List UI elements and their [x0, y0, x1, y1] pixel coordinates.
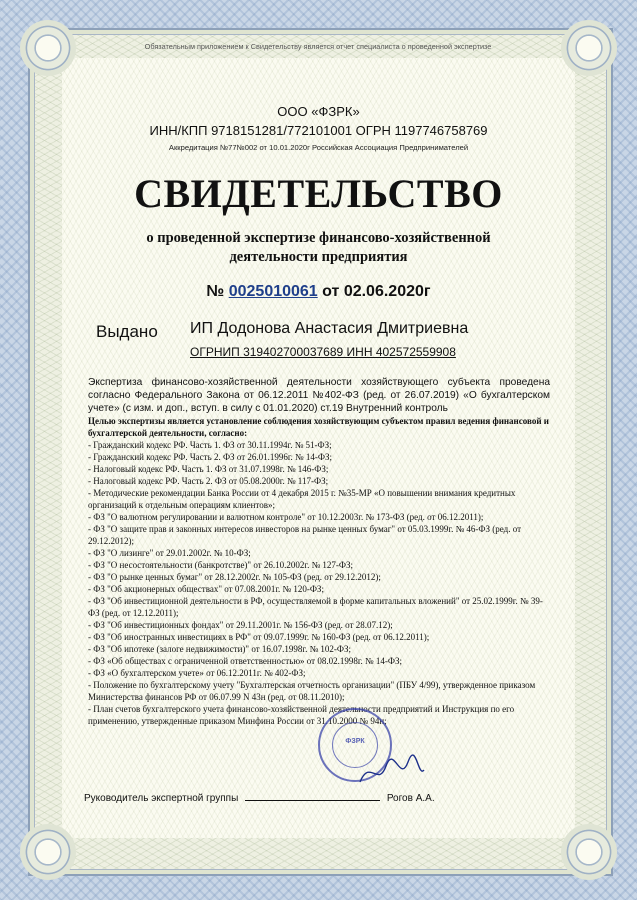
law-list-item: - План счетов бухгалтерского учета финансово-хозяйственной деятельности предприятий и Инструкция по его применению, утвержденные приказом Минфина России от 31.10.2000 № 94н;	[88, 704, 515, 726]
signature-blank	[245, 792, 380, 801]
issued-ids: ОГРНИП 319402700037689 ИНН 402572559908	[190, 345, 456, 359]
signer-name: Рогов А.А.	[386, 793, 435, 804]
law-list-item: - Гражданский кодекс РФ. Часть 1. ФЗ от 30.11.1994г. № 51-ФЗ;	[88, 440, 332, 450]
law-list-item: - ФЗ "О валютном регулировании и валютном контроле" от 10.12.2003г. № 173-ФЗ (ред. от 06.12.2011);	[88, 512, 484, 522]
law-list-item: - ФЗ "Об ипотеке (залоге недвижимости)" от 16.07.1998г. № 102-ФЗ;	[88, 644, 352, 654]
accreditation: Аккредитация №77№002 от 10.01.2020г Российская Ассоциация Предпринимателей	[168, 143, 469, 152]
purpose-paragraph: Целью экспертизы является установление соблюдения хозяйствующим субъектом правил ведения финансовой и бухгалтерской деятельности, согласно:	[88, 416, 549, 438]
certificate-number	[0, 283, 637, 301]
issued-name: ИП Додонова Анастасия Дмитриевна	[190, 320, 469, 337]
law-list-item: - ФЗ "О несостоятельности (банкротстве)" от 26.10.2002г. № 127-ФЗ;	[88, 560, 354, 570]
law-list-item: - ФЗ "Об акционерных обществах" от 07.08.2001г. № 120-ФЗ;	[88, 584, 324, 594]
law-list-item: - ФЗ "Об инвестиционной деятельности в РФ, осуществляемой в форме капитальных вложений" от 25.02.1999г. № 39-ФЗ (ред. от 12.12.2011);	[88, 596, 543, 618]
stamp-text: ФЗРК	[345, 738, 365, 745]
intro-paragraph: Экспертиза финансово-хозяйственной деятельности хозяйствующего субъекта проведена согласно Федерального Закона от 06.12.2011 №402-ФЗ (ред. от 26.07.2019) «О бухгалтерском учете» (с изм. и доп., вступ. в силу с 01.01.2020) ст.19 Внутренний контроль	[88, 377, 550, 414]
law-list-item: - Гражданский кодекс РФ. Часть 2. ФЗ от 26.01.1996г. № 14-ФЗ;	[88, 452, 333, 462]
certificate-body	[88, 376, 550, 727]
law-list-item: - Налоговый кодекс РФ. Часть 2. ФЗ от 05.08.2000г. № 117-ФЗ;	[88, 476, 329, 486]
signature-icon	[356, 752, 426, 792]
number-value: 0025010061	[228, 283, 318, 300]
law-list-item: - ФЗ "О лизинге" от 29.01.2002г. № 10-ФЗ;	[88, 548, 251, 558]
number-prefix: №	[206, 283, 225, 300]
subtitle-line: деятельности предприятия	[229, 249, 408, 265]
law-list-item: - ФЗ «О бухгалтерском учете» от 06.12.2011г. № 402-ФЗ;	[88, 668, 306, 678]
corner-ornament-icon	[561, 20, 617, 76]
law-list	[88, 439, 550, 727]
corner-ornament-icon	[561, 824, 617, 880]
law-list-item: - ФЗ "О защите прав и законных интересов инвесторов на рынке ценных бумаг" от 05.03.1999г. № 46-ФЗ (ред. от 29.12.2012);	[88, 524, 522, 546]
law-list-item: - ФЗ "Об иностранных инвестициях в РФ" от 09.07.1999г. № 160-ФЗ (ред. от 06.12.2011);	[88, 632, 430, 642]
certificate-date: от 02.06.2020г	[322, 283, 431, 300]
law-list-item: - ФЗ «Об обществах с ограниченной ответственностью» от 08.02.1998г. № 14-ФЗ;	[88, 656, 402, 666]
law-list-item: - Положение по бухгалтерскому учету "Бухгалтерская отчетность организации" (ПБУ 4/99), утвержденное приказом Министерства финансов РФ от 06.07.99 N 43н (ред. от 08.11.2010);	[88, 680, 536, 702]
law-list-item: - ФЗ "Об инвестиционных фондах" от 29.11.2001г. № 156-ФЗ (ред. от 28.07.12);	[88, 620, 393, 630]
org-name: ООО «ФЗРК»	[277, 104, 360, 119]
appendix-notice: Обязательным приложением к Свидетельству является отчет специалиста о проведенной экспертизе	[144, 42, 492, 51]
corner-ornament-icon	[20, 824, 76, 880]
certificate-title: СВИДЕТЕЛЬСТВО	[134, 171, 503, 216]
corner-ornament-icon	[20, 20, 76, 76]
signer-role: Руководитель экспертной группы	[84, 793, 239, 804]
law-list-item: - Налоговый кодекс РФ. Часть 1. ФЗ от 31.07.1998г. № 146-ФЗ;	[88, 464, 329, 474]
signature-line	[84, 792, 584, 804]
subtitle-line: о проведенной экспертизе финансово-хозяйственной	[146, 230, 491, 246]
issued-label: Выдано	[96, 322, 158, 341]
certificate-subtitle	[0, 229, 637, 267]
law-list-item: - ФЗ "О рынке ценных бумаг" от 28.12.2002г. № 105-ФЗ (ред. от 29.12.2012);	[88, 572, 381, 582]
org-ids: ИНН/КПП 9718151281/772101001 ОГРН 1197746758769	[149, 123, 488, 138]
law-list-item: - Методические рекомендации Банка России от 4 декабря 2015 г. №35-МР «О повышении внимания кредитных организаций к отдельным операциям клиентов»;	[88, 488, 516, 510]
